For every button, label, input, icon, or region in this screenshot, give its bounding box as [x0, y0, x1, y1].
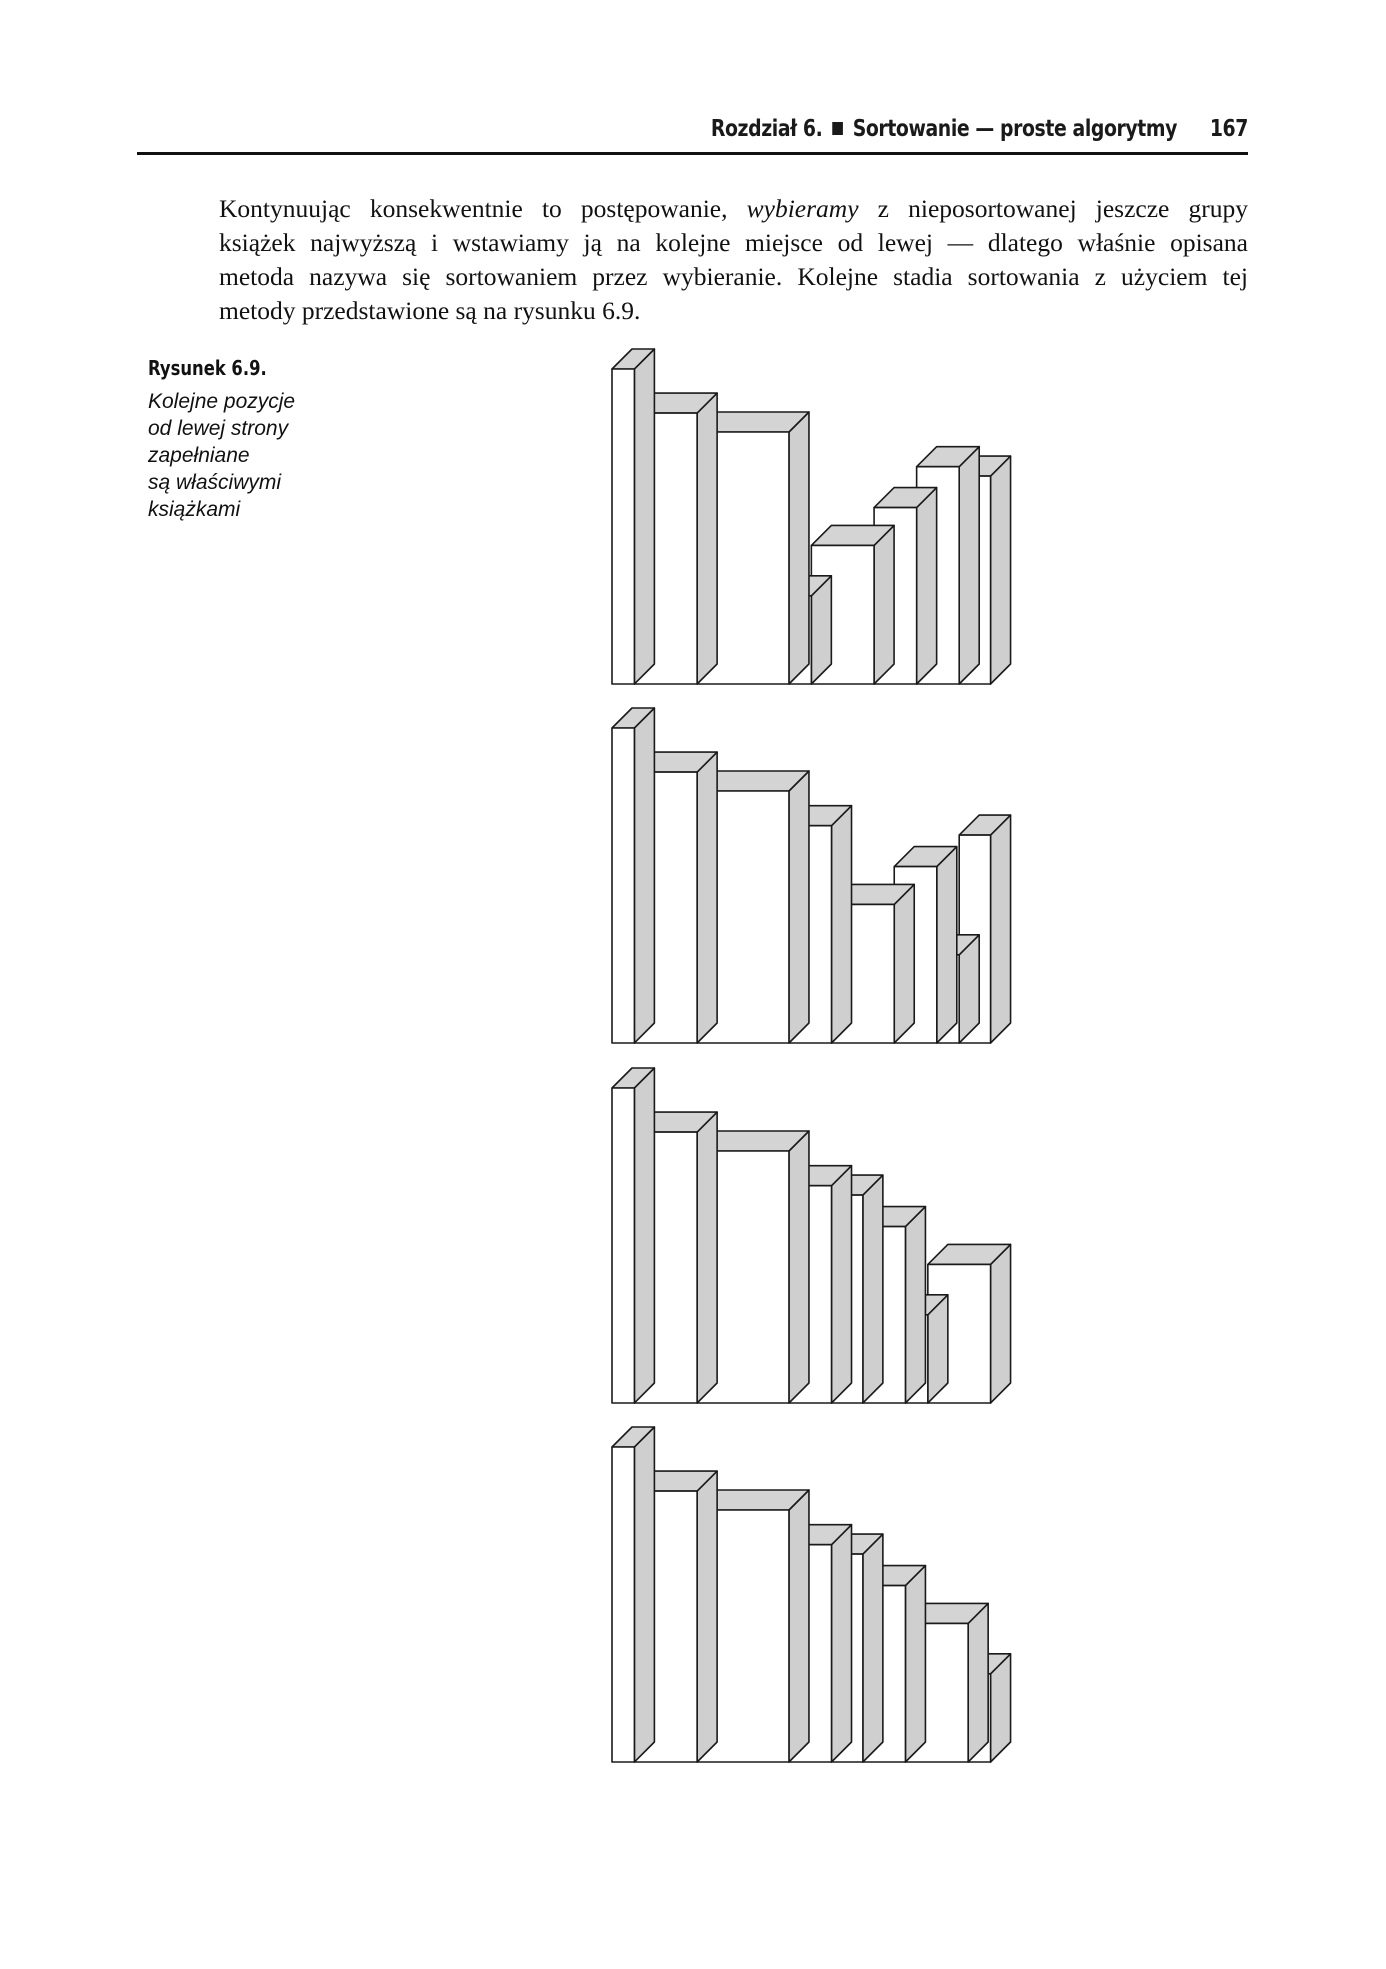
- book-side-face: [697, 1112, 717, 1403]
- paragraph-line-3: metoda nazywa się sortowaniem przez wybieranie. Kolejne stadia sortowania z użyciem tej: [219, 262, 1248, 291]
- book: [612, 1068, 654, 1403]
- book-front-face: [612, 369, 634, 684]
- book-side-face: [634, 1068, 654, 1403]
- chapter-label: Rozdział 6.: [710, 116, 823, 142]
- paragraph-line-4: metody przedstawione są na rysunku 6.9.: [219, 296, 641, 325]
- book-side-face: [863, 1175, 883, 1403]
- book-side-face: [917, 488, 937, 684]
- book-side-face: [697, 393, 717, 684]
- book-side-face: [991, 815, 1011, 1043]
- book-side-face: [832, 1525, 852, 1762]
- book-side-face: [863, 1534, 883, 1762]
- book-side-face: [905, 1207, 925, 1403]
- book-front-face: [612, 1088, 634, 1403]
- book-side-face: [634, 708, 654, 1043]
- book-side-face: [789, 771, 809, 1043]
- book-side-face: [968, 1603, 988, 1762]
- book-side-face: [937, 847, 957, 1043]
- book-side-face: [959, 447, 979, 684]
- book-side-face: [697, 752, 717, 1043]
- book-side-face: [634, 1427, 654, 1762]
- book-front-face: [612, 728, 634, 1043]
- book: [612, 349, 654, 684]
- book-side-face: [832, 1166, 852, 1403]
- book-side-face: [874, 525, 894, 684]
- book-side-face: [697, 1471, 717, 1762]
- book-side-face: [894, 884, 914, 1043]
- book-front-face: [612, 1447, 634, 1762]
- book-side-face: [789, 412, 809, 684]
- figure-label: Rysunek 6.9.: [148, 356, 267, 380]
- book-side-face: [991, 1244, 1011, 1403]
- book-side-face: [634, 349, 654, 684]
- chapter-title: Sortowanie — proste algorytmy: [852, 116, 1178, 142]
- paragraph-text: Kontynuując konsekwentnie to postępowanie,: [219, 194, 747, 223]
- paragraph-text: z nieposortowanej jeszcze grupy: [858, 194, 1249, 223]
- paragraph-line-2: książek najwyższą i wstawiamy ją na kolejne miejsce od lewej — dlatego właśnie opisana: [219, 228, 1248, 257]
- book-side-face: [991, 456, 1011, 684]
- book-side-face: [789, 1490, 809, 1762]
- sorting-stage-2: [612, 708, 1011, 1043]
- figure-description: Kolejne pozycje od lewej strony zapełniane są właściwymi książkami: [148, 390, 296, 521]
- book-side-face: [832, 806, 852, 1043]
- sorting-stage-3: [612, 1068, 1011, 1403]
- emphasized-word: wybieramy: [746, 194, 859, 223]
- page-number: 167: [1209, 116, 1248, 142]
- book: [612, 1427, 654, 1762]
- sorting-stage-4: [612, 1427, 1011, 1762]
- book: [612, 708, 654, 1043]
- book-side-face: [905, 1566, 925, 1762]
- sorting-stage-1: [612, 349, 1011, 684]
- book-side-face: [789, 1131, 809, 1403]
